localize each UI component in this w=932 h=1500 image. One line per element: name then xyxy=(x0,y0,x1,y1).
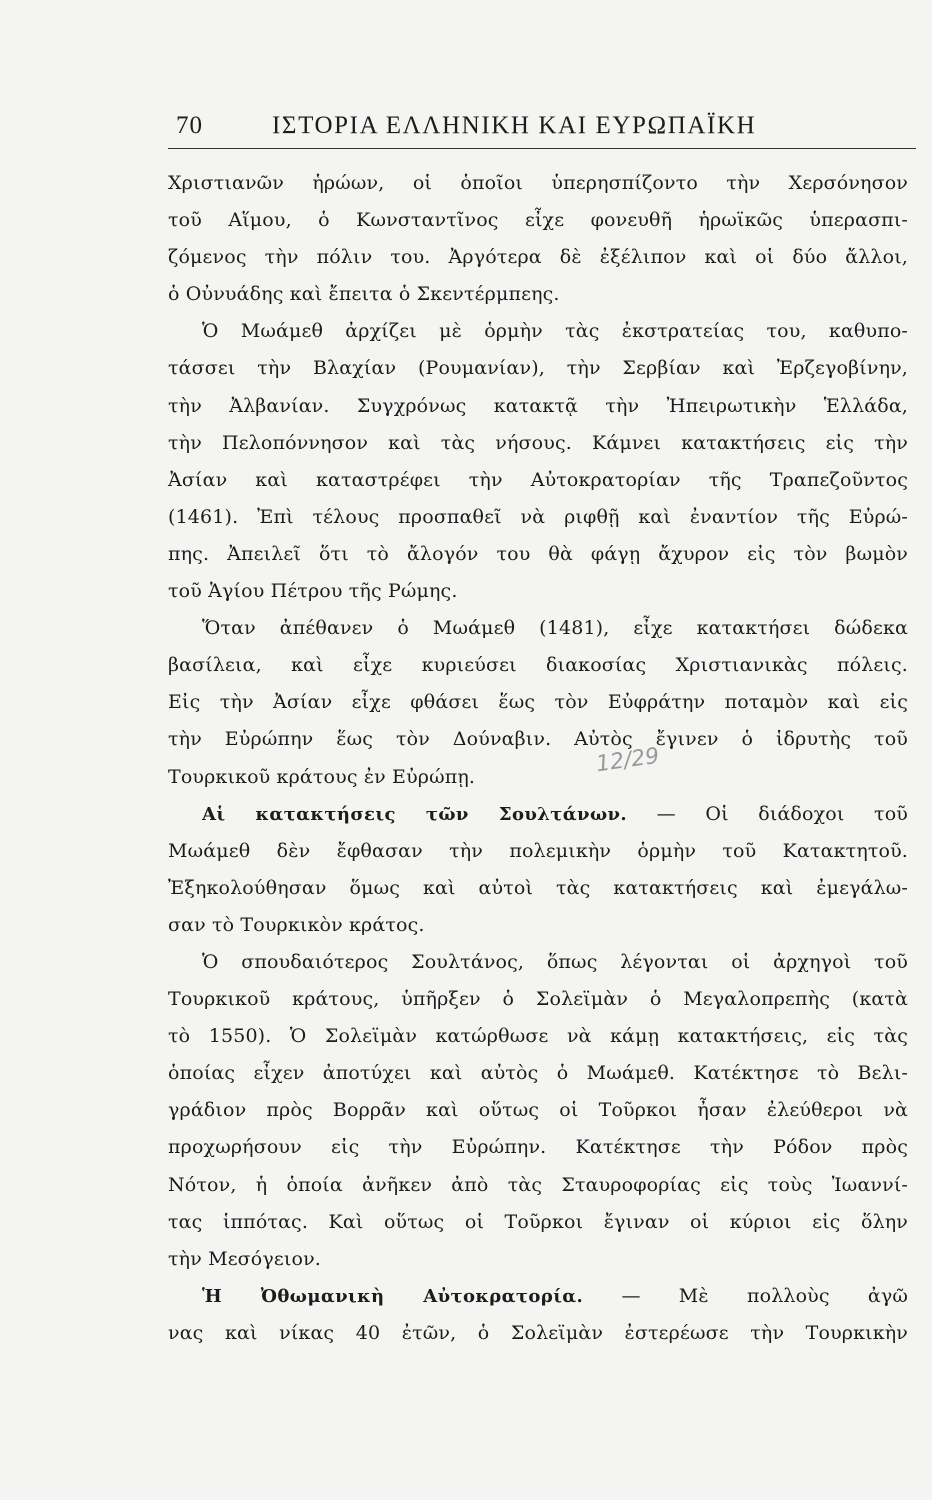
text-line: τας ἱππότας. Καὶ οὕτως οἱ Τοῦρκοι ἔγιναν οἱ κύριοι εἰς ὅλην xyxy=(168,1210,908,1233)
running-title: ΙΣΤΟΡΙΑ ΕΛΛΗΝΙΚΗ ΚΑΙ ΕΥΡΩΠΑΪΚΗ xyxy=(272,112,757,139)
text-line: τὴν Εὐρώπην ἕως τὸν Δούναβιν. Αὐτὸς ἔγινεν ὁ ἱδρυτὴς τοῦ xyxy=(168,728,908,751)
section-heading-continuation: — Οἱ διάδοχοι τοῦ xyxy=(656,802,908,825)
text-line: Ὁ Μωάμεθ ἀρχίζει μὲ ὁρμὴν τὰς ἐκστρατείας του, καθυπο- xyxy=(202,320,908,343)
text-line: Ὁ σπουδαιότερος Σουλτάνος, ὅπως λέγονται οἱ ἀρχηγοὶ τοῦ xyxy=(202,950,908,973)
text-line: Χριστιανῶν ἡρώων, οἱ ὁποῖοι ὑπερησπίζοντο τὴν Χερσόνησον xyxy=(168,172,908,194)
text-line: πης. Ἀπειλεῖ ὅτι τὸ ἄλογόν του θὰ φάγῃ ἄχυρον εἰς τὸν βωμὸν xyxy=(168,542,908,565)
text-line: ὁ Οὐνυάδης καὶ ἔπειτα ὁ Σκεντέρμπεης. xyxy=(168,283,560,306)
text-line: σαν τὸ Τουρκικὸν κράτος. xyxy=(168,913,425,936)
pencil-annotation: 12/29 xyxy=(594,743,661,778)
text-line: Τουρκικοῦ κράτους, ὑπῆρξεν ὁ Σολεϊμὰν ὁ Μεγαλοπρεπὴς (κατὰ xyxy=(168,988,908,1011)
text-line: Μωάμεθ δὲν ἔφθασαν τὴν πολεμικὴν ὁρμὴν τοῦ Κατακτητοῦ. xyxy=(168,839,908,862)
text-line: ὁποίας εἶχεν ἀποτύχει καὶ αὐτὸς ὁ Μωάμεθ. Κατέκτησε τὸ Βελι- xyxy=(168,1062,908,1085)
page-number: 70 xyxy=(176,112,203,139)
text-line: τὴν Ἀλβανίαν. Συγχρόνως κατακτᾷ τὴν Ἠπειρωτικὴν Ἑλλάδα, xyxy=(168,394,908,417)
section-heading-line xyxy=(168,1278,908,1315)
text-line: Τουρκικοῦ κράτους ἐν Εὐρώπῃ. xyxy=(168,765,476,788)
text-line: ζόμενος τὴν πόλιν του. Ἀργότερα δὲ ἐξέλιπον καὶ οἱ δύο ἄλλοι, xyxy=(168,246,908,269)
page-header xyxy=(168,108,916,149)
text-line: (1461). Ἐπὶ τέλους προσπαθεῖ νὰ ριφθῇ καὶ ἐναντίον τῆς Εὐρώ- xyxy=(168,505,908,528)
text-line: νας καὶ νίκας 40 ἐτῶν, ὁ Σολεϊμὰν ἐστερέωσε τὴν Τουρκικὴν xyxy=(168,1321,908,1344)
text-line: τοῦ Αἵμου, ὁ Κωνσταντῖνος εἶχε φονευθῆ ἡρωϊκῶς ὑπερασπι- xyxy=(168,209,908,232)
body-text xyxy=(168,165,908,1352)
text-line: Ἀσίαν καὶ καταστρέφει τὴν Αὐτοκρατορίαν τῆς Τραπεζοῦντος xyxy=(168,468,908,491)
text-line: προχωρήσουν εἰς τὴν Εὐρώπην. Κατέκτησε τὴν Ρόδον πρὸς xyxy=(168,1136,908,1159)
section-heading-continuation: — Μὲ πολλοὺς ἀγῶ xyxy=(621,1284,908,1307)
text-line: τὴν Μεσόγειον. xyxy=(168,1247,321,1270)
section-heading-line xyxy=(168,796,908,833)
text-line: τοῦ Ἁγίου Πέτρου τῆς Ρώμης. xyxy=(168,580,458,603)
text-line: τάσσει τὴν Βλαχίαν (Ρουμανίαν), τὴν Σερβίαν καὶ Ἐρζεγοβίνην, xyxy=(168,357,908,380)
text-line: βασίλεια, καὶ εἶχε κυριεύσει διακοσίας Χριστιανικὰς πόλεις. xyxy=(168,654,908,677)
section-heading-conquests: Αἱ κατακτήσεις τῶν Σουλτάνων. xyxy=(202,803,628,825)
text-line: γράδιον πρὸς Βορρᾶν καὶ οὕτως οἱ Τοῦρκοι ἦσαν ἐλεύθεροι νὰ xyxy=(168,1099,908,1122)
text-line: τὸ 1550). Ὁ Σολεϊμὰν κατώρθωσε νὰ κάμῃ κατακτήσεις, εἰς τὰς xyxy=(168,1025,908,1048)
text-line: τὴν Πελοπόννησον καὶ τὰς νήσους. Κάμνει κατακτήσεις εἰς τὴν xyxy=(168,431,908,454)
section-heading-ottoman-empire: Ἡ Ὀθωμανικὴ Αὐτοκρατορία. xyxy=(202,1285,584,1307)
text-line: Ἐξηκολούθησαν ὅμως καὶ αὐτοὶ τὰς κατακτήσεις καὶ ἐμεγάλω- xyxy=(168,876,908,899)
text-line: Ὅταν ἀπέθανεν ὁ Μωάμεθ (1481), εἶχε κατακτήσει δώδεκα xyxy=(202,617,908,640)
text-line: Νότον, ἡ ὁποία ἀνῆκεν ἀπὸ τὰς Σταυροφορίας εἰς τοὺς Ἰωαννί- xyxy=(168,1173,908,1196)
text-line: Εἰς τὴν Ἀσίαν εἶχε φθάσει ἕως τὸν Εὐφράτην ποταμὸν καὶ εἰς xyxy=(168,691,908,714)
